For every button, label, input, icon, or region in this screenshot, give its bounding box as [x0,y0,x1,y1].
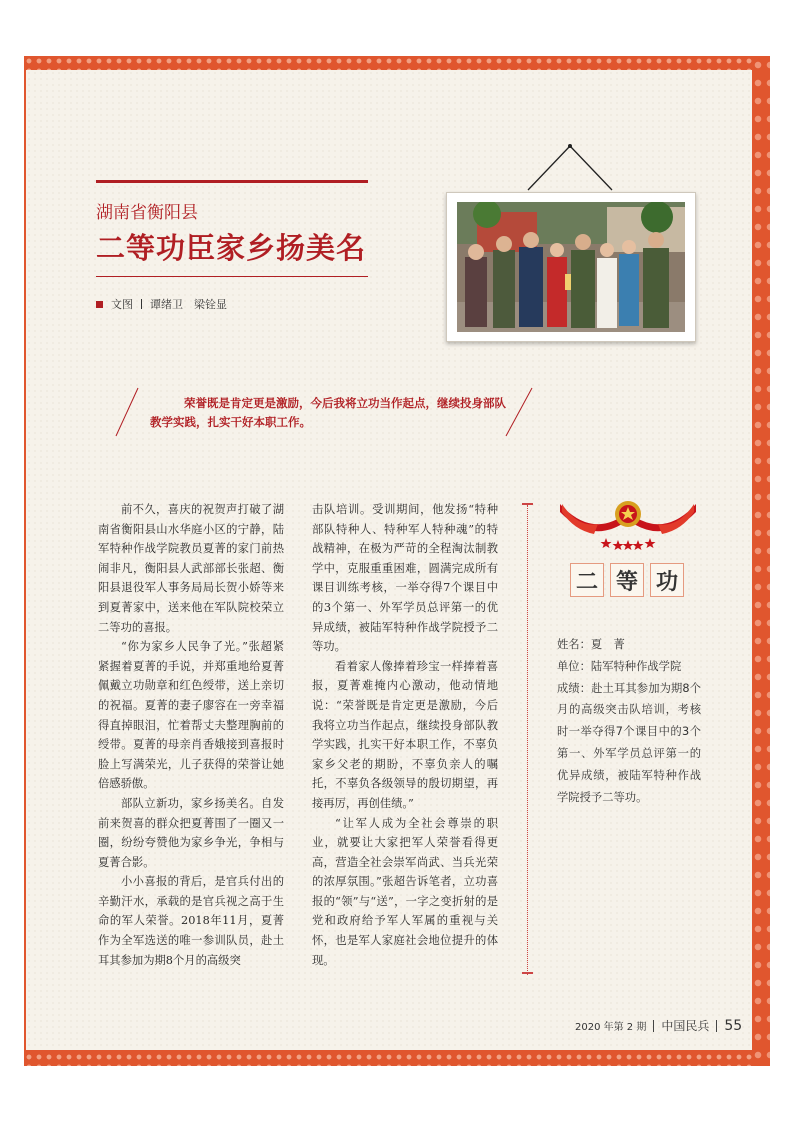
byline-label: 文图 [111,298,133,311]
pull-quote: 荣誉既是肯定更是激励，今后我将立功当作起点，继续投身部队教学实践，扎实干好本职工作。 [150,396,506,429]
page-number: 55 [724,1017,743,1034]
honoree-info [557,634,701,808]
title-rule-bottom [96,276,368,277]
byline-authors: 谭绪卫 梁铨显 [150,298,227,311]
hanging-photo-frame [446,192,696,342]
magazine-name: 中国民兵 [661,1019,710,1033]
article-headline: 二等功臣家乡扬美名 [96,231,367,265]
award-char: 等 [610,563,644,597]
right-decorative-strip [752,56,770,1066]
quote-slash-right [502,386,536,438]
medal-ribbon-emblem [558,494,698,552]
quote-slash-left [112,386,140,438]
footer-separator [716,1020,717,1032]
photo-hanging-string [520,140,620,196]
paragraph: 小小喜报的背后，是官兵付出的辛勤汗水，承载的是官兵视之高于生命的军人荣誉。2018年11月，夏菁作为全军选送的唯一参训队员，赴土耳其参加为期8个月的高级突 [98,875,284,967]
award-char: 二 [570,563,604,597]
border-dots-top [24,56,770,70]
issue-label: 2020 年第 2 期 [575,1022,647,1033]
paragraph: 前不久，喜庆的祝贺声打破了湖南省衡阳县山水华庭小区的宁静，陆军特种作战学院教员夏菁的家门前热闹非凡，衡阳县人武部部长张超、衡阳县退役军人事务局局长贺小娇等来到夏菁家中，送来他在军队院校荣立二等功的喜报。 [98,503,284,634]
byline-square-icon [96,301,103,308]
divider-cap-top [522,503,533,505]
paragraph: “你为家乡人民争了光。”张超紧紧握着夏菁的手说，并郑重地给夏菁佩戴立功勋章和红色绶带，送上亲切的祝福。夏菁的妻子廖容在一旁幸福得直掉眼泪，忙着帮丈夫整理胸前的绶带。夏菁的母亲肖香娥接到喜报时脸上写满荣光，儿子获得的荣誉让她倍感骄傲。 [98,640,284,791]
award-char: 功 [650,563,684,597]
honoree-unit: 单位：陆军特种作战学院 [557,659,682,673]
award-ceremony-photo [457,202,685,332]
border-dots-bottom [24,1052,770,1066]
footer-separator [653,1020,654,1032]
paragraph: 击队培训。受训期间，他发扬“特种部队特种人、特种军人特种魂”的特战精神，在极为严苛的全程淘汰制教学中，克服重重困难，圆满完成所有课目训练考核，一举夺得7个课目中的3个第一、外军学员总评第一的优异成绩，被陆军特种作战学院授予二等功。 [312,503,498,654]
byline-separator [141,299,142,309]
honoree-achievement: 成绩：赴土耳其参加为期8个月的高级突击队培训，考核时一举夺得7个课目中的3个第一、外军学员总评第一的优异成绩，被陆军特种作战学院授予二等功。 [557,681,701,804]
region-label: 湖南省衡阳县 [96,203,198,223]
page-footer [575,1017,742,1034]
byline [96,296,227,312]
paragraph: 看着家人像捧着珍宝一样捧着喜报，夏菁难掩内心激动，他动情地说：“荣誉既是肯定更是激励，今后我将立功当作起点，继续投身部队教学实践，扎实干好本职工作，不辜负家乡父老的期盼，不辜负亲人的嘱托，不辜负各级领导的殷切期望，再接再厉，再创佳绩。” [312,659,498,810]
column-divider [527,505,528,975]
paragraph: “让军人成为全社会尊崇的职业，就要让大家把军人荣誉看得更高，营造全社会崇军尚武、当兵光荣的浓厚氛围。”张超告诉笔者，立功喜报的“领”与“送”，一字之变折射的是党和政府给予军人军属的重视与关怀，也是军人家庭社会地位提升的体现。 [312,816,498,967]
honoree-name: 姓名：夏 菁 [557,638,625,651]
body-column-1 [98,500,284,970]
title-rule-top [96,180,368,183]
paragraph: 部队立新功，家乡扬美名。自发前来贺喜的群众把夏菁围了一圈又一圈，纷纷夸赞他为家乡争光，争相与夏菁合影。 [98,796,284,869]
body-column-2 [312,500,498,970]
award-title [570,563,684,597]
divider-cap-bottom [522,972,533,974]
